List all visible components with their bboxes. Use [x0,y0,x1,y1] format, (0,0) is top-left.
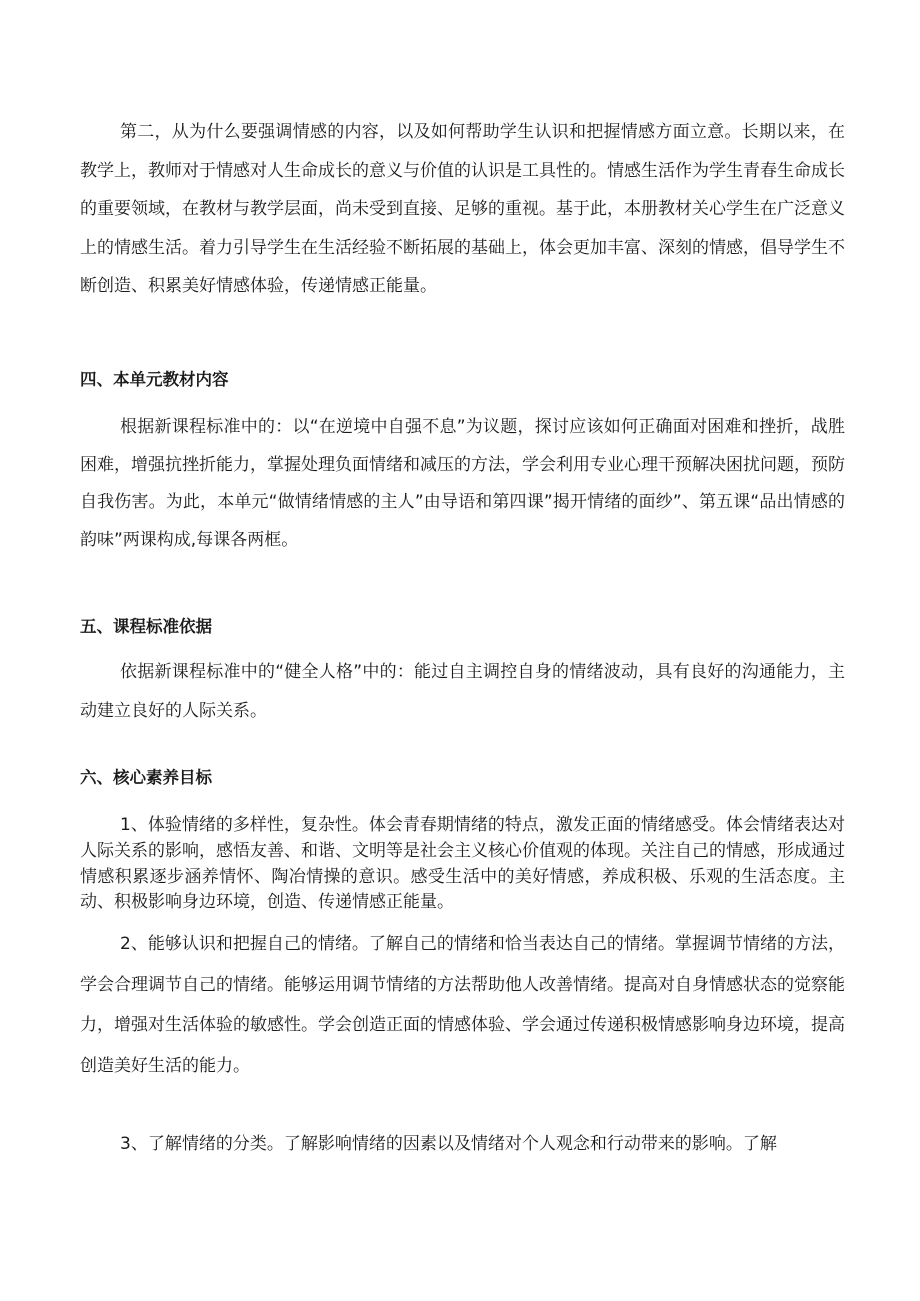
section-heading-6: 六、核心素养目标 [80,768,212,787]
goal-item-1: 1、体验情绪的多样性，复杂性。体会青春期情绪的特点，激发正面的情绪感受。体会情绪表达对人际关系的影响，感悟友善、和谐、文明等是社会主义核心价值观的体现。关注自己的情感，形成通过情感积累逐步涵养情怀、陶冶情操的意识。感受生活中的美好情感，养成积极、乐观的生活态度。主动、积极影响身边环境，创造、传递情感正能量。 [80,815,845,913]
section-4-paragraph: 根据新课程标准中的：以“在逆境中自强不息”为议题，探讨应该如何正确面对困难和挫折，战胜困难，增强抗挫折能力，掌握处理负面情绪和减压的方法，学会利用专业心理干预解决困扰问题，预防自我伤害。为此，本单元“做情绪情感的主人”由导语和第四课”揭开情绪的面纱”、第五课“品出情感的韵味”两课构成,每课各两框。 [80,417,845,550]
goal-item-2: 2、能够认识和把握自己的情绪。了解自己的情绪和恰当表达自己的情绪。掌握调节情绪的方法，学会合理调节自己的情绪。能够运用调节情绪的方法帮助他人改善情绪。提高对自身情感状态的觉察能力，增强对生活体验的敏感性。学会创造正面的情感体验、学会通过传递积极情感影响身边环境，提高创造美好生活的能力。 [80,934,845,1077]
intro-paragraph: 第二，从为什么要强调情感的内容，以及如何帮助学生认识和把握情感方面立意。长期以来，在教学上，教师对于情感对人生命成长的意义与价值的认识是工具性的。情感生活作为学生青春生命成长的重要领域，在教材与教学层面，尚未受到直接、足够的重视。基于此，本册教材关心学生在广泛意义上的情感生活。着力引导学生在生活经验不断拓展的基础上，体会更加丰富、深刻的情感，倡导学生不断创造、积累美好情感体验，传递情感正能量。 [80,122,845,297]
section-heading-5: 五、课程标准依据 [80,617,212,636]
section-heading-4: 四、本单元教材内容 [80,370,229,389]
section-5-paragraph: 依据新课程标准中的“健全人格”中的：能过自主调控自身的情绪波动，具有良好的沟通能力，主动建立良好的人际关系。 [80,662,845,721]
goal-item-3: 3、了解情绪的分类。了解影响情绪的因素以及情绪对个人观念和行动带来的影响。了解 [120,1134,777,1154]
